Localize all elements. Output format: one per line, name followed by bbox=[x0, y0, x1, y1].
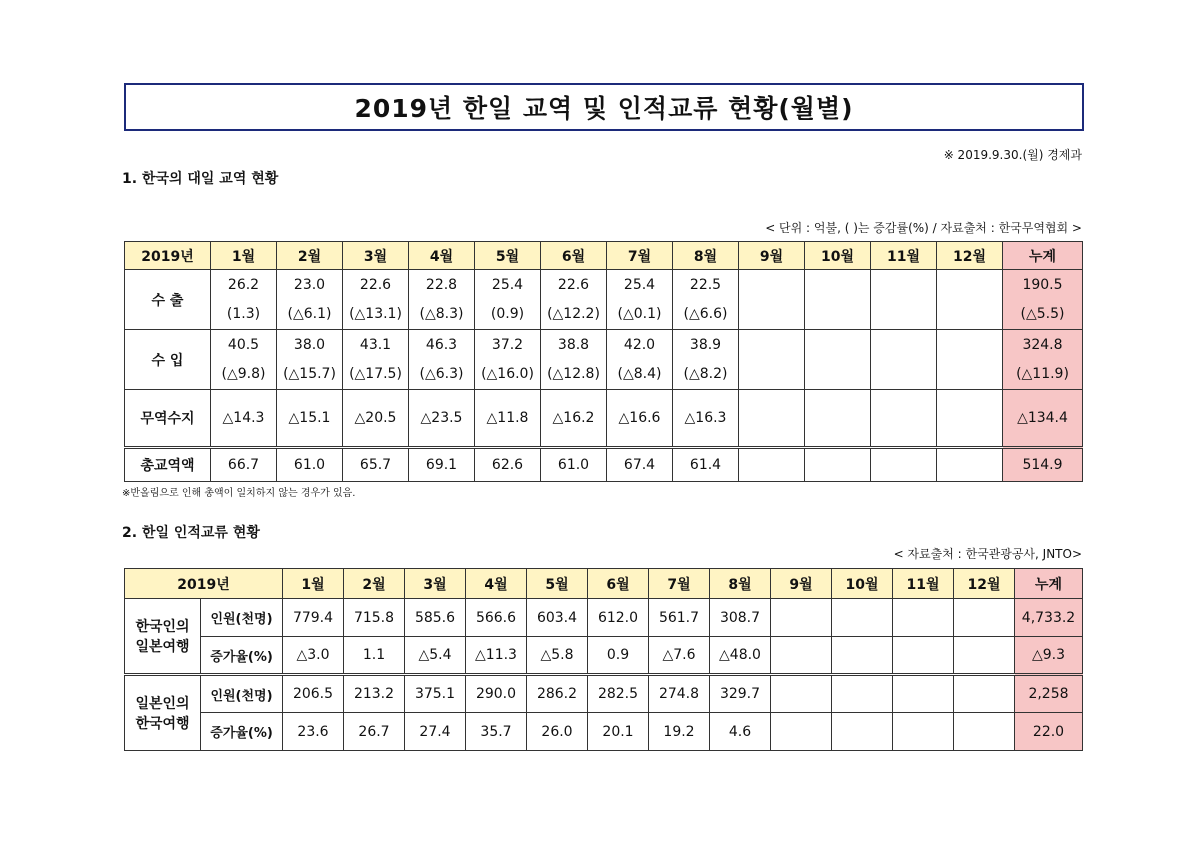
total-cell-11 bbox=[937, 448, 1003, 482]
trade-header-12: 12월 bbox=[937, 242, 1003, 270]
page-title: 2019년 한일 교역 및 인적교류 현황(월별) bbox=[124, 83, 1084, 131]
export-rate-1: (△6.1) bbox=[287, 305, 332, 322]
export-rate-5: (△12.2) bbox=[547, 305, 600, 322]
kr-people-label: 인원(천명) bbox=[201, 599, 283, 637]
import-value-4: 37.2 bbox=[491, 336, 524, 353]
kr-people-cell-5: 612.0 bbox=[588, 599, 649, 637]
section1-footnote: ※반올림으로 인해 총액이 일치하지 않는 경우가 있음. bbox=[122, 488, 356, 499]
kr-travel-label-line2: 일본여행 bbox=[135, 639, 190, 655]
import-cell-4 bbox=[475, 330, 541, 390]
exchange-header-13: 누계 bbox=[1015, 569, 1083, 599]
export-rate-2: (△13.1) bbox=[349, 305, 402, 322]
jp-rates-cell-5: 20.1 bbox=[588, 713, 649, 751]
import-label: 수 입 bbox=[125, 330, 211, 390]
exchange-header-7: 7월 bbox=[649, 569, 710, 599]
total-cell-1: 61.0 bbox=[277, 448, 343, 482]
jp-people-cell-2: 375.1 bbox=[405, 675, 466, 713]
import-rate-1: (△15.7) bbox=[283, 365, 336, 382]
total-cell-2: 65.7 bbox=[343, 448, 409, 482]
jp-rates-cell-6: 19.2 bbox=[649, 713, 710, 751]
jp-people-cell-9 bbox=[832, 675, 893, 713]
export-value-12: 190.5 bbox=[1022, 276, 1063, 293]
balance-cell-4: △11.8 bbox=[475, 390, 541, 448]
total-row bbox=[125, 448, 1083, 482]
exchange-header-row bbox=[125, 569, 1083, 599]
import-cell-10 bbox=[871, 330, 937, 390]
jp-rates-cell-7: 4.6 bbox=[710, 713, 771, 751]
trade-header-7: 7월 bbox=[607, 242, 673, 270]
jp-rates-cell-1: 26.7 bbox=[344, 713, 405, 751]
kr-people-cell-8 bbox=[771, 599, 832, 637]
jp-rates-cell-12: 22.0 bbox=[1015, 713, 1083, 751]
kr-rates-cell-10 bbox=[893, 637, 954, 675]
import-value-12: 324.8 bbox=[1022, 336, 1063, 353]
export-row bbox=[125, 270, 1083, 330]
export-value-6: 25.4 bbox=[623, 276, 656, 293]
kr-rates-cell-3: △11.3 bbox=[466, 637, 527, 675]
jp-people-cell-8 bbox=[771, 675, 832, 713]
import-cell-2 bbox=[343, 330, 409, 390]
export-cell-4 bbox=[475, 270, 541, 330]
export-cell-10 bbox=[871, 270, 937, 330]
import-rate-12: (△11.9) bbox=[1016, 365, 1069, 382]
jp-people-cell-7: 329.7 bbox=[710, 675, 771, 713]
kr-people-cell-7: 308.7 bbox=[710, 599, 771, 637]
kr-rates-row bbox=[125, 637, 1083, 675]
kr-people-cell-6: 561.7 bbox=[649, 599, 710, 637]
trade-header-3: 3월 bbox=[343, 242, 409, 270]
export-value-3: 22.8 bbox=[425, 276, 458, 293]
balance-cell-9 bbox=[805, 390, 871, 448]
exchange-header-2: 2월 bbox=[344, 569, 405, 599]
kr-people-cell-3: 566.6 bbox=[466, 599, 527, 637]
section1-unit-note: < 단위 : 억불, ( )는 증감률(%) / 자료출처 : 한국무역협회 > bbox=[765, 221, 1082, 235]
total-cell-8 bbox=[739, 448, 805, 482]
balance-cell-7: △16.3 bbox=[673, 390, 739, 448]
jp-rates-label: 증가율(%) bbox=[201, 713, 283, 751]
export-rate-3: (△8.3) bbox=[419, 305, 464, 322]
kr-people-cell-2: 585.6 bbox=[405, 599, 466, 637]
import-value-3: 46.3 bbox=[425, 336, 458, 353]
total-cell-6: 67.4 bbox=[607, 448, 673, 482]
balance-cell-8 bbox=[739, 390, 805, 448]
import-cell-7 bbox=[673, 330, 739, 390]
import-cell-9 bbox=[805, 330, 871, 390]
kr-travel-label bbox=[125, 599, 201, 675]
exchange-header-12: 12월 bbox=[954, 569, 1015, 599]
total-label: 총교역액 bbox=[125, 448, 211, 482]
import-rate-0: (△9.8) bbox=[221, 365, 266, 382]
import-cell-3 bbox=[409, 330, 475, 390]
import-cell-12 bbox=[1003, 330, 1083, 390]
total-cell-3: 69.1 bbox=[409, 448, 475, 482]
export-value-0: 26.2 bbox=[227, 276, 260, 293]
kr-rates-cell-0: △3.0 bbox=[283, 637, 344, 675]
trade-header-0: 2019년 bbox=[125, 242, 211, 270]
export-cell-6 bbox=[607, 270, 673, 330]
import-cell-8 bbox=[739, 330, 805, 390]
total-cell-5: 61.0 bbox=[541, 448, 607, 482]
import-value-6: 42.0 bbox=[623, 336, 656, 353]
export-rate-6: (△0.1) bbox=[617, 305, 662, 322]
balance-label: 무역수지 bbox=[125, 390, 211, 448]
export-cell-3 bbox=[409, 270, 475, 330]
trade-header-8: 8월 bbox=[673, 242, 739, 270]
jp-rates-cell-3: 35.7 bbox=[466, 713, 527, 751]
import-cell-6 bbox=[607, 330, 673, 390]
section2-heading: 2. 한일 인적교류 현황 bbox=[122, 525, 260, 541]
kr-rates-cell-8 bbox=[771, 637, 832, 675]
jp-people-cell-12: 2,258 bbox=[1015, 675, 1083, 713]
trade-header-2: 2월 bbox=[277, 242, 343, 270]
kr-people-cell-1: 715.8 bbox=[344, 599, 405, 637]
exchange-header-10: 10월 bbox=[832, 569, 893, 599]
kr-rates-cell-6: △7.6 bbox=[649, 637, 710, 675]
import-row bbox=[125, 330, 1083, 390]
section2-source-note: < 자료출처 : 한국관광공사, JNTO> bbox=[893, 547, 1082, 561]
kr-people-cell-9 bbox=[832, 599, 893, 637]
import-value-1: 38.0 bbox=[293, 336, 326, 353]
total-cell-9 bbox=[805, 448, 871, 482]
export-cell-5 bbox=[541, 270, 607, 330]
exchange-header-9: 9월 bbox=[771, 569, 832, 599]
import-rate-5: (△12.8) bbox=[547, 365, 600, 382]
trade-header-1: 1월 bbox=[211, 242, 277, 270]
export-cell-0 bbox=[211, 270, 277, 330]
exchange-header-3: 3월 bbox=[405, 569, 466, 599]
trade-header-13: 누계 bbox=[1003, 242, 1083, 270]
import-rate-6: (△8.4) bbox=[617, 365, 662, 382]
total-cell-10 bbox=[871, 448, 937, 482]
import-rate-2: (△17.5) bbox=[349, 365, 402, 382]
jp-rates-row bbox=[125, 713, 1083, 751]
export-value-7: 22.5 bbox=[689, 276, 722, 293]
export-cell-7 bbox=[673, 270, 739, 330]
jp-people-cell-10 bbox=[893, 675, 954, 713]
export-cell-8 bbox=[739, 270, 805, 330]
import-value-2: 43.1 bbox=[359, 336, 392, 353]
jp-people-cell-3: 290.0 bbox=[466, 675, 527, 713]
exchange-table bbox=[124, 568, 1083, 751]
kr-rates-cell-12: △9.3 bbox=[1015, 637, 1083, 675]
export-cell-12 bbox=[1003, 270, 1083, 330]
jp-people-cell-6: 274.8 bbox=[649, 675, 710, 713]
import-rate-3: (△6.3) bbox=[419, 365, 464, 382]
import-value-5: 38.8 bbox=[557, 336, 590, 353]
export-rate-4: (0.9) bbox=[490, 305, 525, 322]
kr-rates-cell-9 bbox=[832, 637, 893, 675]
balance-cell-11 bbox=[937, 390, 1003, 448]
jp-rates-cell-9 bbox=[832, 713, 893, 751]
jp-travel-label-line1: 일본인의 bbox=[135, 696, 190, 712]
total-cell-4: 62.6 bbox=[475, 448, 541, 482]
total-cell-7: 61.4 bbox=[673, 448, 739, 482]
jp-people-cell-4: 286.2 bbox=[527, 675, 588, 713]
import-cell-11 bbox=[937, 330, 1003, 390]
exchange-header-4: 4월 bbox=[466, 569, 527, 599]
export-cell-2 bbox=[343, 270, 409, 330]
exchange-header-6: 6월 bbox=[588, 569, 649, 599]
jp-people-row bbox=[125, 675, 1083, 713]
kr-rates-label: 증가율(%) bbox=[201, 637, 283, 675]
trade-header-11: 11월 bbox=[871, 242, 937, 270]
kr-people-cell-0: 779.4 bbox=[283, 599, 344, 637]
kr-rates-cell-11 bbox=[954, 637, 1015, 675]
export-value-2: 22.6 bbox=[359, 276, 392, 293]
balance-cell-12: △134.4 bbox=[1003, 390, 1083, 448]
kr-people-cell-12: 4,733.2 bbox=[1015, 599, 1083, 637]
trade-header-5: 5월 bbox=[475, 242, 541, 270]
kr-people-cell-4: 603.4 bbox=[527, 599, 588, 637]
jp-rates-cell-2: 27.4 bbox=[405, 713, 466, 751]
balance-cell-1: △15.1 bbox=[277, 390, 343, 448]
kr-people-cell-10 bbox=[893, 599, 954, 637]
export-cell-9 bbox=[805, 270, 871, 330]
jp-rates-cell-11 bbox=[954, 713, 1015, 751]
jp-people-cell-11 bbox=[954, 675, 1015, 713]
import-value-0: 40.5 bbox=[227, 336, 260, 353]
kr-people-cell-11 bbox=[954, 599, 1015, 637]
import-cell-5 bbox=[541, 330, 607, 390]
jp-people-label: 인원(천명) bbox=[201, 675, 283, 713]
kr-people-row bbox=[125, 599, 1083, 637]
section1-heading: 1. 한국의 대일 교역 현황 bbox=[122, 171, 279, 187]
import-value-7: 38.9 bbox=[689, 336, 722, 353]
jp-rates-cell-8 bbox=[771, 713, 832, 751]
total-cell-0: 66.7 bbox=[211, 448, 277, 482]
import-rate-4: (△16.0) bbox=[481, 365, 534, 382]
trade-header-6: 6월 bbox=[541, 242, 607, 270]
export-value-1: 23.0 bbox=[293, 276, 326, 293]
jp-rates-cell-0: 23.6 bbox=[283, 713, 344, 751]
balance-cell-3: △23.5 bbox=[409, 390, 475, 448]
export-label: 수 출 bbox=[125, 270, 211, 330]
jp-rates-cell-4: 26.0 bbox=[527, 713, 588, 751]
date-note: ※ 2019.9.30.(월) 경제과 bbox=[943, 148, 1082, 162]
kr-travel-label-line1: 한국인의 bbox=[135, 619, 190, 635]
jp-travel-label-line2: 한국여행 bbox=[135, 716, 190, 732]
export-rate-0: (1.3) bbox=[226, 305, 261, 322]
exchange-header-1: 1월 bbox=[283, 569, 344, 599]
import-rate-7: (△8.2) bbox=[683, 365, 728, 382]
kr-rates-cell-7: △48.0 bbox=[710, 637, 771, 675]
trade-header-9: 9월 bbox=[739, 242, 805, 270]
exchange-header-11: 11월 bbox=[893, 569, 954, 599]
total-cell-12: 514.9 bbox=[1003, 448, 1083, 482]
trade-header-4: 4월 bbox=[409, 242, 475, 270]
balance-cell-10 bbox=[871, 390, 937, 448]
export-value-4: 25.4 bbox=[491, 276, 524, 293]
export-value-5: 22.6 bbox=[557, 276, 590, 293]
balance-cell-5: △16.2 bbox=[541, 390, 607, 448]
trade-header-row bbox=[125, 242, 1083, 270]
exchange-header-8: 8월 bbox=[710, 569, 771, 599]
kr-rates-cell-5: 0.9 bbox=[588, 637, 649, 675]
balance-cell-6: △16.6 bbox=[607, 390, 673, 448]
import-cell-1 bbox=[277, 330, 343, 390]
exchange-header-0: 2019년 bbox=[125, 569, 283, 599]
export-rate-12: (△5.5) bbox=[1020, 305, 1065, 322]
balance-row bbox=[125, 390, 1083, 448]
kr-rates-cell-4: △5.8 bbox=[527, 637, 588, 675]
kr-rates-cell-1: 1.1 bbox=[344, 637, 405, 675]
jp-people-cell-5: 282.5 bbox=[588, 675, 649, 713]
export-rate-7: (△6.6) bbox=[683, 305, 728, 322]
jp-rates-cell-10 bbox=[893, 713, 954, 751]
jp-people-cell-0: 206.5 bbox=[283, 675, 344, 713]
balance-cell-2: △20.5 bbox=[343, 390, 409, 448]
import-cell-0 bbox=[211, 330, 277, 390]
exchange-header-5: 5월 bbox=[527, 569, 588, 599]
balance-cell-0: △14.3 bbox=[211, 390, 277, 448]
export-cell-1 bbox=[277, 270, 343, 330]
kr-rates-cell-2: △5.4 bbox=[405, 637, 466, 675]
trade-header-10: 10월 bbox=[805, 242, 871, 270]
trade-table bbox=[124, 241, 1083, 482]
jp-people-cell-1: 213.2 bbox=[344, 675, 405, 713]
jp-travel-label bbox=[125, 675, 201, 751]
export-cell-11 bbox=[937, 270, 1003, 330]
